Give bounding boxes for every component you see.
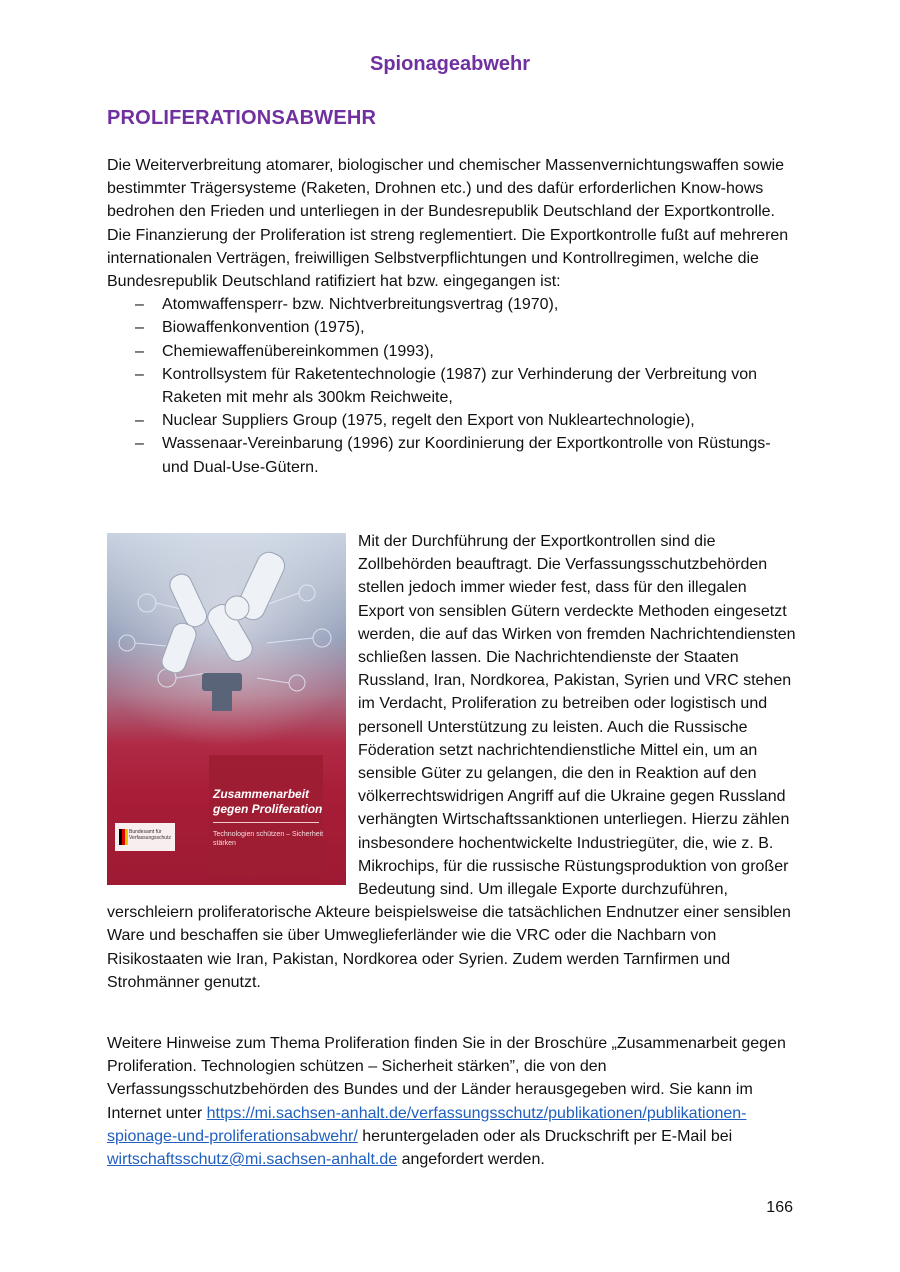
- further-info-paragraph: [107, 1032, 797, 1171]
- list-item: [107, 432, 797, 478]
- bullet-dash: –: [135, 365, 144, 383]
- cover-divider: [213, 822, 319, 823]
- list-item-text: Biowaffenkonvention (1975),: [162, 319, 365, 337]
- list-item: [107, 316, 797, 339]
- robot-arm-illustration: [107, 533, 346, 748]
- further-text-between: heruntergeladen oder als Druckschrift per E-Mail bei: [357, 1127, 733, 1145]
- list-item: [107, 409, 797, 432]
- list-item: [107, 293, 797, 316]
- list-item: [107, 363, 797, 409]
- list-item: [107, 340, 797, 363]
- intro-paragraph: Die Weiterverbreitung atomarer, biologischer und chemischer Massenvernichtungswaffen sowie bestimmter Trägersysteme (Raketen, Drohnen etc.) und des dafür erforderlichen Know-hows bedrohen den Frieden und unterliegen in der Bundesrepublik Deutschland der Exportkontrolle. Die Finanzierung der Proliferation ist streng reglementiert. Die Exportkontrolle fußt auf mehreren internationalen Verträgen, freiwilligen Selbstverpflichtungen und Kontrollregimen, welche die Bundesrepublik Deutschland ratifiziert hat bzw. eingegangen ist:: [107, 157, 789, 291]
- intro-section: [107, 154, 797, 479]
- list-item-text: Chemiewaffenübereinkommen (1993),: [162, 342, 434, 360]
- cover-title: Zusammenarbeit gegen Proliferation: [213, 787, 323, 816]
- bullet-dash: –: [135, 342, 144, 360]
- bullet-dash: –: [135, 296, 144, 314]
- page-header: Spionageabwehr: [369, 53, 531, 75]
- bullet-dash: –: [135, 412, 144, 430]
- cover-subtitle: Technologien schützen – Sicherheit stärken: [213, 831, 324, 847]
- brochure-download-link[interactable]: https://mi.sachsen-anhalt.de/verfassungsschutz/publikationen/publikationen-spionage-und-proliferationsabwehr/: [107, 1104, 747, 1145]
- section-title: PROLIFERATIONSABWEHR: [107, 107, 377, 129]
- brochure-cover-image: [107, 533, 346, 885]
- list-item-text: Wassenaar-Vereinbarung (1996) zur Koordinierung der Exportkontrolle von Rüstungs- und Dual-Use-Gütern.: [162, 435, 771, 476]
- further-text-after: angefordert werden.: [397, 1151, 545, 1169]
- treaty-list: [107, 293, 797, 479]
- contact-email-link[interactable]: wirtschaftsschutz@mi.sachsen-anhalt.de: [107, 1151, 398, 1169]
- export-paragraph: Mit der Durchführung der Exportkontrollen sind die Zollbehörden beauftragt. Die Verfassungsschutzbehörden stellen jedoch immer wieder fest, dass für den illegalen Export von sensiblen Gütern verdeckte Methoden eingesetzt werden, die auf das Wirken von fremden Nachrichtendiensten schließen lassen. Die Nachrichtendienste der Staaten Russland, Iran, Nordkorea, Pakistan, Syrien und VRC stehen im Verdacht, Proliferation zu betreiben oder logistisch und personell Unterstützung zu leisten. Auch die Russische Föderation setzt nachrichtendienstliche Mittel ein, um an sensible Güter zu gelangen, die den in Reaktion auf den völkerrechtswidrigen Angriff auf die Ukraine gegen Russland verhängten Wirtschaftssanktionen unterliegen. Hierzu zählen insbesondere hochentwickelte Industriegüter, die, wie z. B. Mikrochips, für die russische Rüstungsproduktion von großer Bedeutung sind. Um illegale Exporte durchzuführen, verschleiern proliferatorische Akteure beispielsweise die tatsächlichen Endnutzer einer sensiblen Ware und beschaffen sie über Umweglieferländer wie die VRC oder die Nachbarn von Risikostaaten wie Iran, Pakistan, Nordkorea oder Syrien. Zudem werden Tarnfirmen und Strohmänner genutzt.: [107, 533, 796, 991]
- bullet-dash: –: [135, 319, 144, 337]
- list-item-text: Atomwaffensperr- bzw. Nichtverbreitungsvertrag (1970),: [162, 296, 559, 314]
- list-item-text: Kontrollsystem für Raketentechnologie (1987) zur Verhinderung der Verbreitung von Raketen mit mehr als 300km Reichweite,: [162, 365, 758, 407]
- page-number: 166: [766, 1199, 793, 1216]
- cover-logo-text: Bundesamt für Verfassungsschutz: [129, 829, 171, 841]
- list-item-text: Nuclear Suppliers Group (1975, regelt den Export von Nukleartechnologie),: [162, 412, 695, 430]
- bullet-dash: –: [135, 435, 144, 453]
- further-info-section: [107, 1032, 797, 1171]
- further-text-before-link: Weitere Hinweise zum Thema Proliferation finden Sie in der Broschüre „Zusammenarbeit gegen Proliferation. Technologien schützen – Sicherheit stärken”, die von den Verfassungsschutzbehörden des Bundes und der Länder herausgegeben wird. Sie kann im Internet unter: [107, 1035, 786, 1122]
- export-section: [107, 530, 797, 994]
